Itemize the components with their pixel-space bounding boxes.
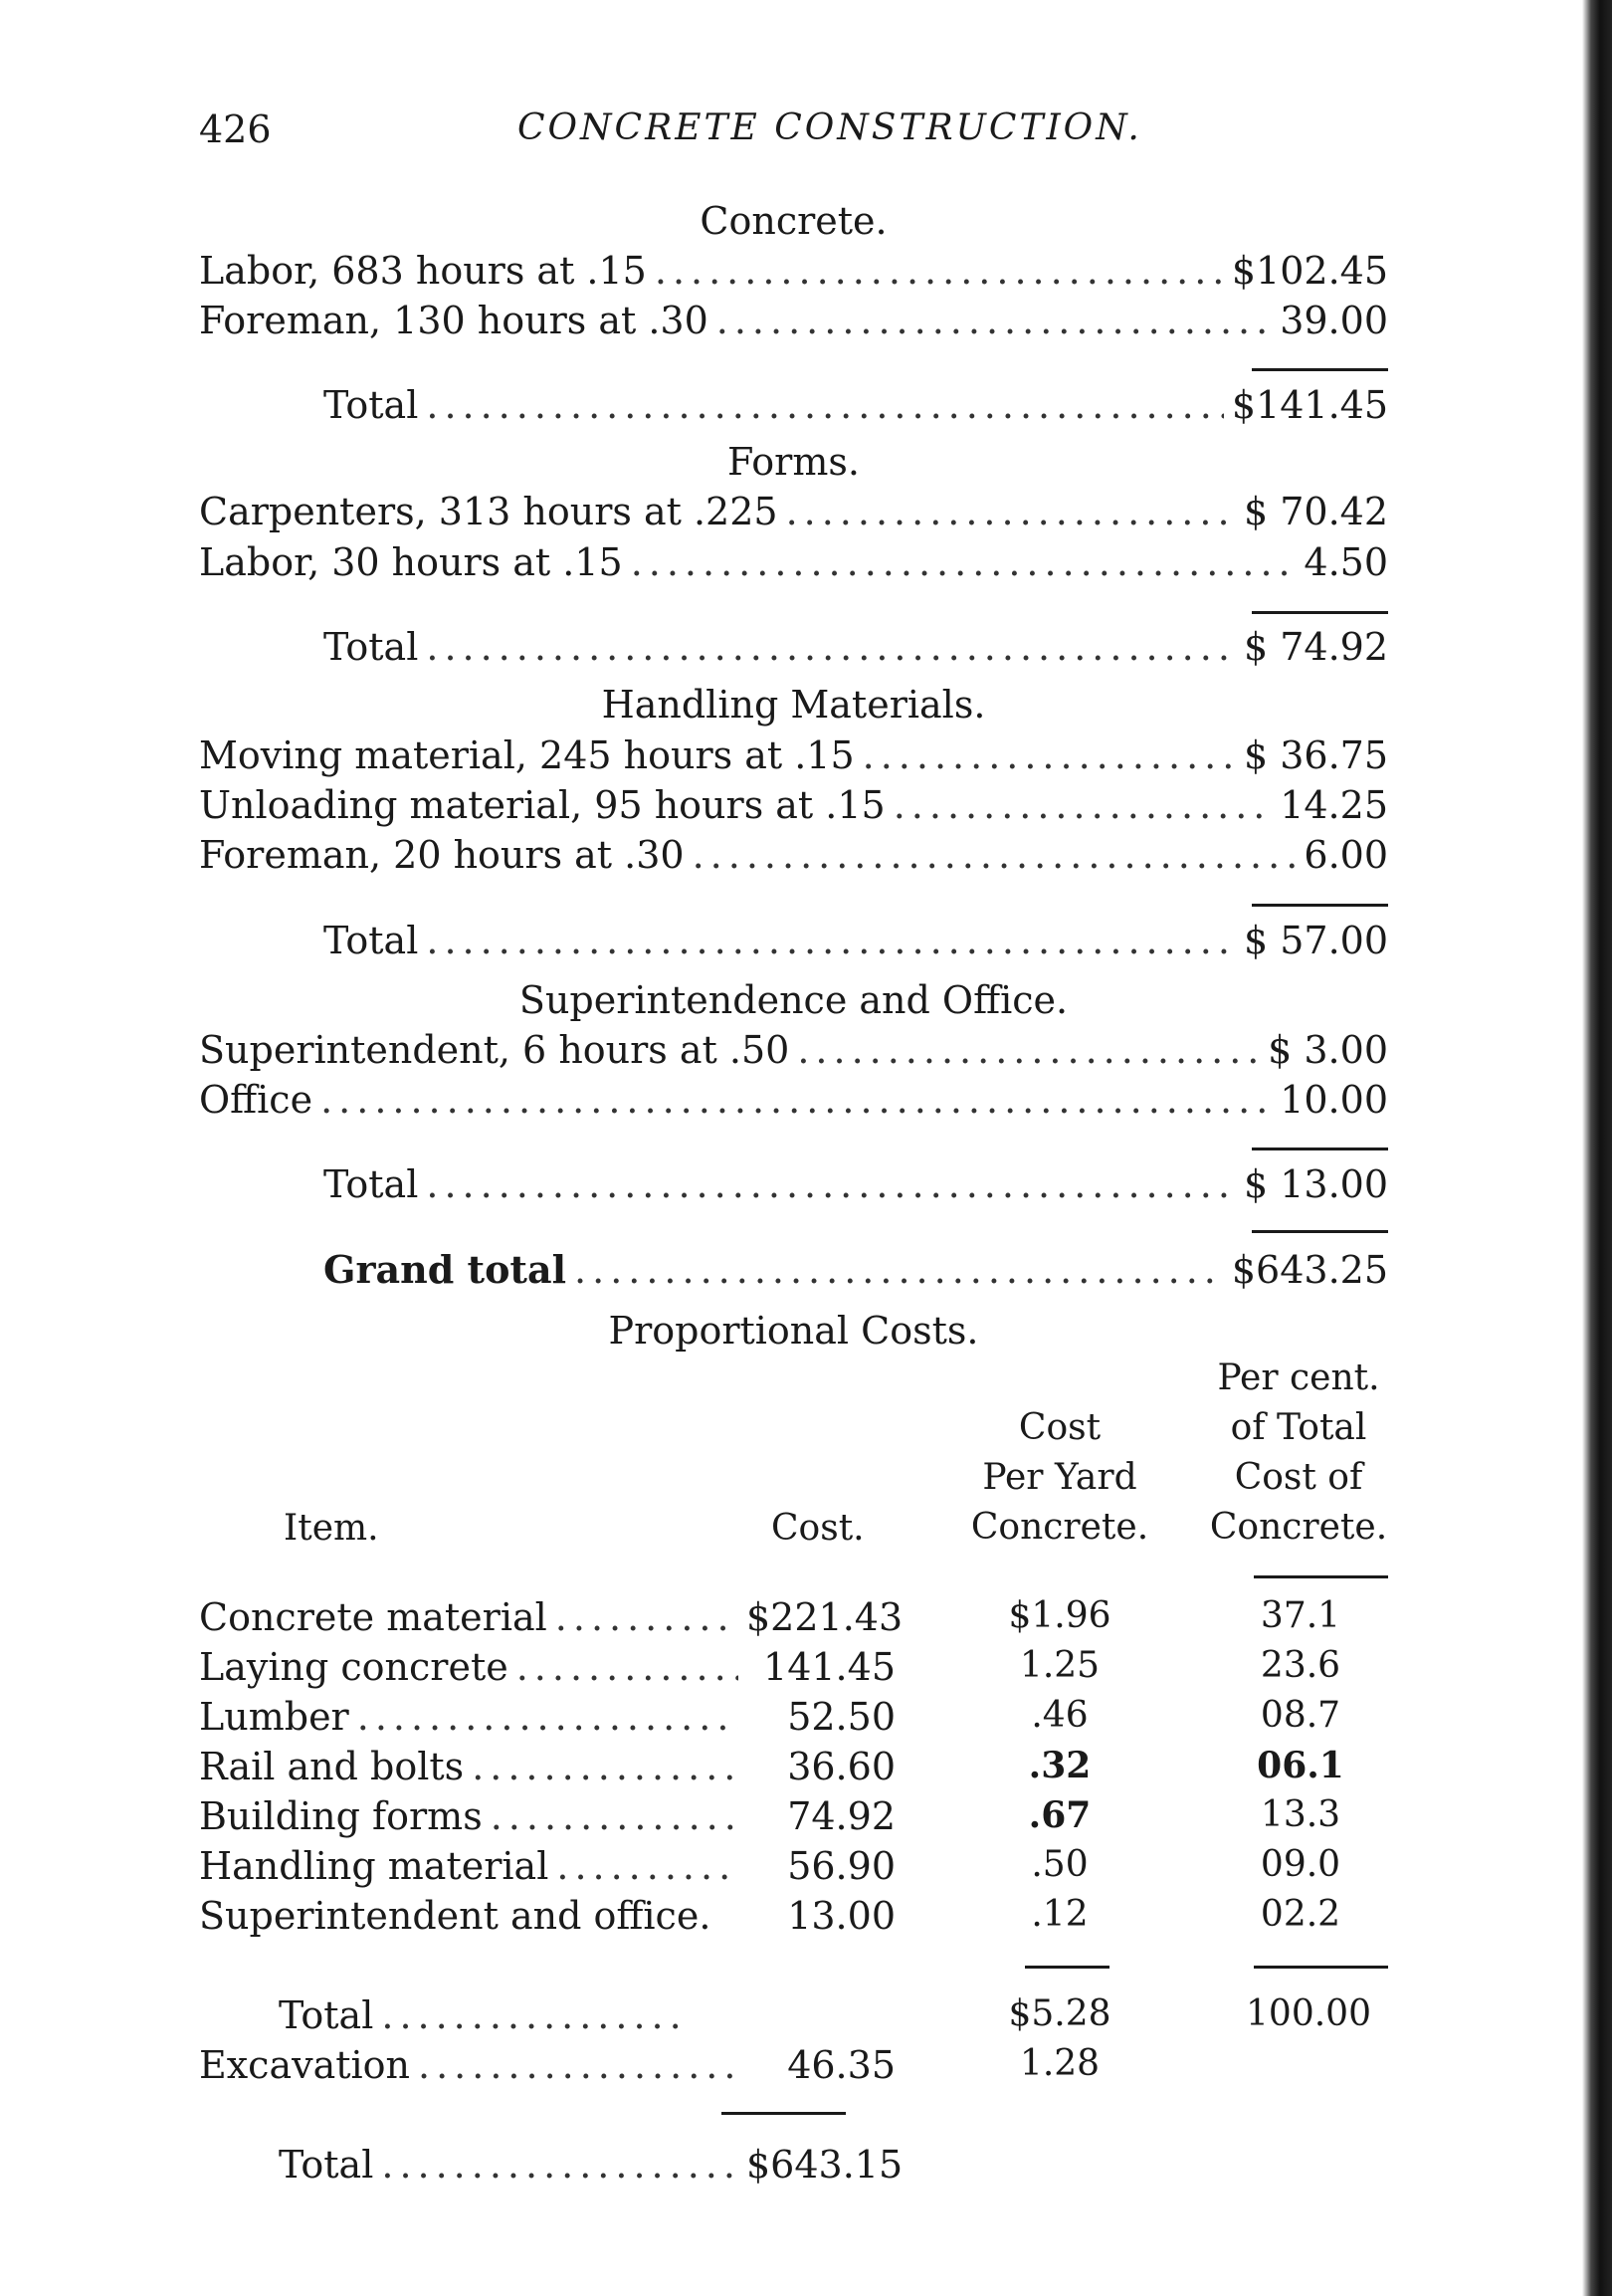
section-total: Total ..... $141.45 (323, 383, 1388, 431)
table-row: Lumber ..... 52.50 (199, 1695, 896, 1745)
divider-rule (1254, 1966, 1388, 1969)
grand-total: Grand total ..... $643.25 (323, 1247, 1388, 1295)
table-row: Laying concrete ..... 141.45 (199, 1645, 896, 1695)
percent-cell: 06.1 (1257, 1745, 1344, 1786)
per-yard-cell: .32 (1028, 1745, 1092, 1786)
cost-line: Labor, 30 hours at .15 ..... 4.50 (199, 540, 1388, 588)
section-title-forms: Forms. (727, 440, 860, 484)
cost-line: Unloading material, 95 hours at .15 ..... 14.25 (199, 783, 1388, 831)
divider-rule (1252, 1230, 1388, 1233)
excavation-row: Excavation ..... 46.35 (199, 2043, 896, 2093)
header-cost: Cost. (771, 1508, 865, 1549)
cost-line: Carpenters, 313 hours at .225 ..... $ 70.42 (199, 490, 1388, 537)
divider-rule (1252, 611, 1388, 614)
table-row: Rail and bolts ..... 36.60 (199, 1745, 896, 1794)
divider-rule (1252, 1148, 1388, 1150)
per-yard-cell: 1.25 (1019, 1645, 1101, 1686)
section-title-superintendence: Superintendence and Office. (518, 978, 1069, 1022)
percent-cell: 02.2 (1260, 1894, 1341, 1935)
table-row: Concrete material ..... $221.43 (199, 1595, 896, 1645)
page-number: 426 (199, 107, 272, 151)
section-total: Total ..... $ 13.00 (323, 1162, 1388, 1210)
header-item: Item. (284, 1508, 379, 1549)
per-yard-cell: .50 (1031, 1844, 1089, 1885)
divider-rule (1252, 368, 1388, 371)
cost-line: Foreman, 20 hours at .30 ..... 6.00 (199, 833, 1388, 881)
proportional-costs-title: Proportional Costs. (608, 1309, 979, 1353)
final-total-row: Total ..... $643.15 (279, 2143, 896, 2192)
per-yard-cell: $5.28 (1008, 1993, 1111, 2034)
section-title-handling: Handling Materials. (601, 683, 986, 727)
section-total: Total ..... $ 57.00 (323, 919, 1388, 966)
header-percent: Per cent. of Total Cost of Concrete. (1209, 1357, 1388, 1548)
cost-line: Superintendent, 6 hours at .50 ..... $ 3.00 (199, 1028, 1388, 1076)
percent-cell: 13.3 (1260, 1794, 1341, 1835)
percent-cell: 08.7 (1260, 1695, 1341, 1736)
per-yard-cell: .12 (1031, 1894, 1089, 1935)
cost-line: Moving material, 245 hours at .15 ..... $ 36.75 (199, 733, 1388, 781)
table-row: Building forms ..... 74.92 (199, 1794, 896, 1844)
cost-line: Foreman, 130 hours at .30 ..... 39.00 (199, 299, 1388, 346)
divider-rule (721, 2112, 846, 2115)
per-yard-cell: 1.28 (1019, 2043, 1101, 2084)
percent-cell: 09.0 (1260, 1844, 1341, 1885)
percent-cell: 23.6 (1260, 1645, 1341, 1686)
per-yard-cell: .67 (1028, 1794, 1092, 1836)
section-total: Total ..... $ 74.92 (323, 625, 1388, 673)
percent-cell: 100.00 (1246, 1993, 1371, 2034)
page-header (199, 107, 1393, 167)
per-yard-cell: .46 (1031, 1695, 1089, 1736)
table-row: Superintendent and office. 13.00 (199, 1894, 896, 1938)
table-row: Handling material ..... 56.90 (199, 1844, 896, 1894)
header-per-yard: Cost Per Yard Concrete. (970, 1407, 1149, 1548)
percent-cell: 37.1 (1260, 1595, 1341, 1636)
cost-line: Office ..... 10.00 (199, 1078, 1388, 1126)
section-title-concrete: Concrete. (700, 199, 888, 243)
per-yard-cell: $1.96 (1008, 1595, 1111, 1636)
divider-rule (1252, 904, 1388, 907)
divider-rule (1025, 1966, 1109, 1969)
divider-rule (1254, 1575, 1388, 1578)
running-title: CONCRETE CONSTRUCTION. (517, 107, 1142, 148)
subtotal-row: Total ..... (279, 1993, 697, 2043)
cost-line: Labor, 683 hours at .15 ..... $102.45 (199, 249, 1388, 297)
page-binding-edge (1582, 0, 1612, 2296)
